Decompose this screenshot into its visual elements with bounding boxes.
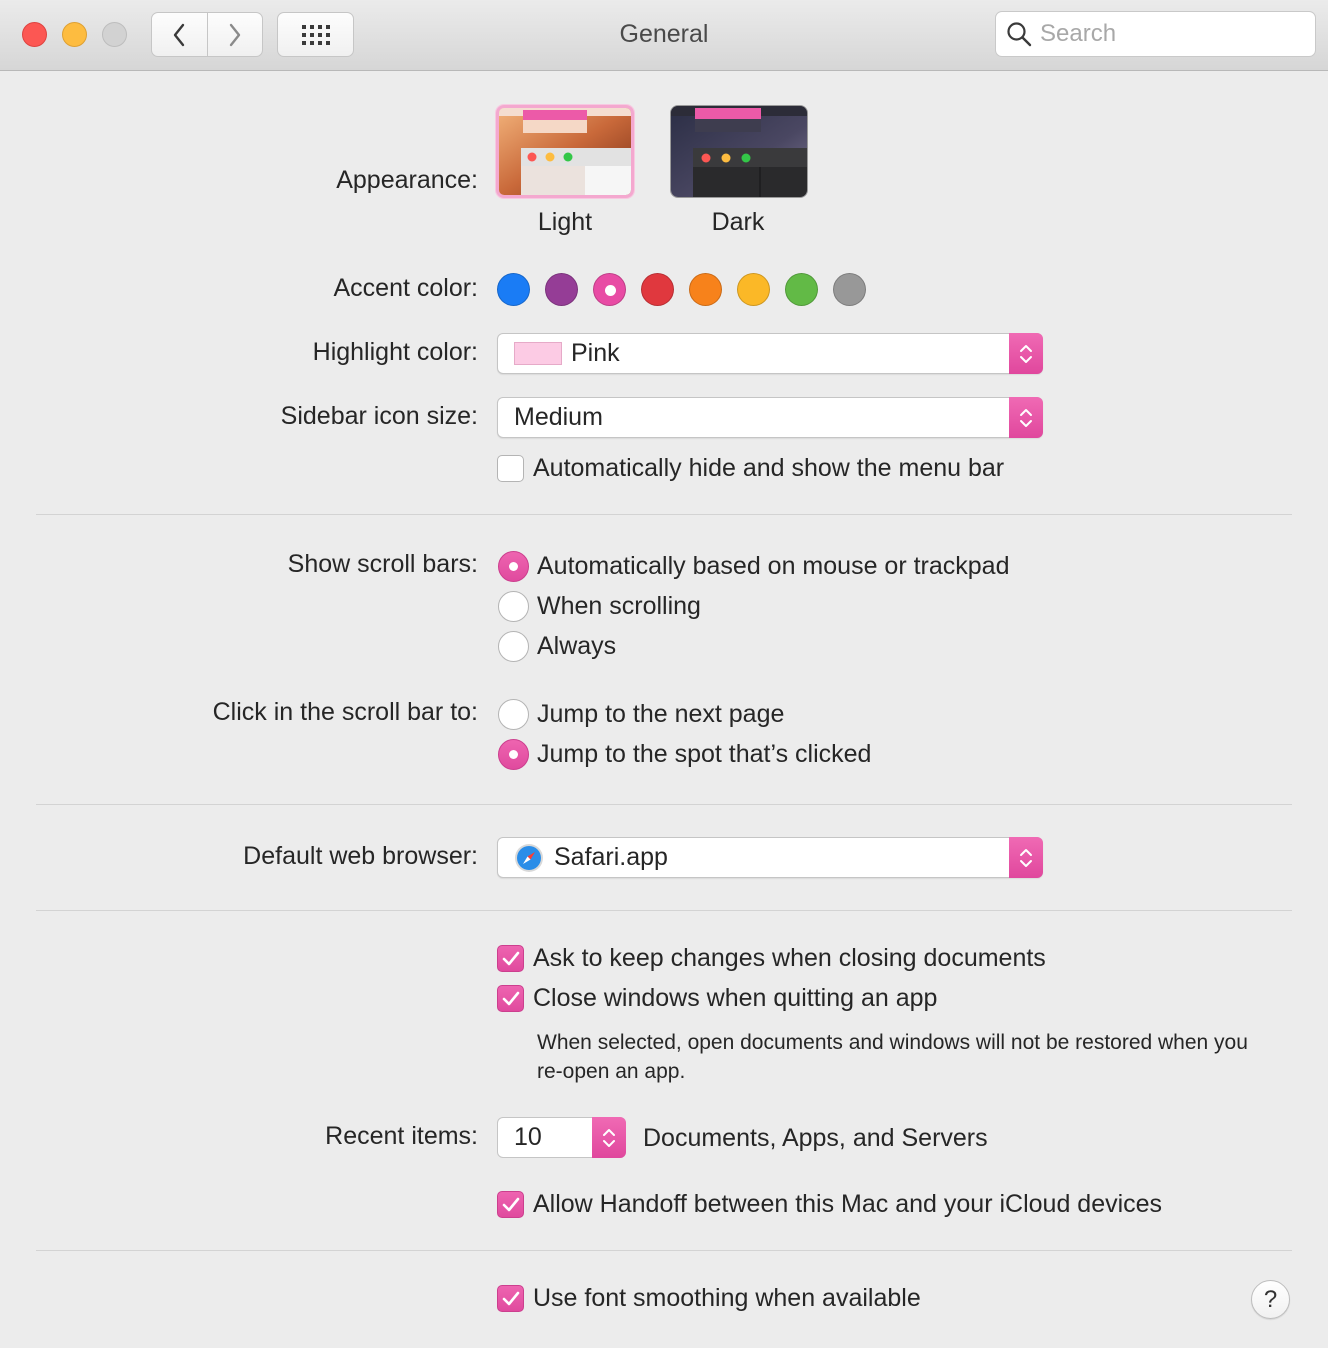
section-divider bbox=[36, 804, 1292, 805]
jump-next-page-label: Jump to the next page bbox=[537, 700, 785, 728]
light-option-label: Light bbox=[537, 208, 593, 236]
section-divider bbox=[36, 1250, 1292, 1251]
close-windows-note: When selected, open documents and windows will not be restored when you re-open an app. bbox=[537, 1031, 1248, 1083]
scroll-bars-when-scrolling-label: When scrolling bbox=[537, 592, 701, 620]
checkmark-icon bbox=[502, 991, 520, 1007]
menu-bar-checkbox[interactable] bbox=[497, 455, 524, 482]
highlight-color-label: Highlight color: bbox=[312, 338, 478, 366]
close-windows-checkbox[interactable] bbox=[497, 985, 524, 1012]
dark-option-label: Dark bbox=[711, 208, 765, 236]
show-scroll-bars-label: Show scroll bars: bbox=[287, 550, 478, 578]
sidebar-icon-size-value: Medium bbox=[514, 403, 603, 431]
default-browser-value: Safari.app bbox=[554, 843, 668, 871]
jump-next-page-radio[interactable] bbox=[498, 699, 529, 730]
accent-color-orange[interactable] bbox=[689, 273, 722, 306]
accent-color-pink[interactable] bbox=[593, 273, 626, 306]
appearance-dark-option[interactable] bbox=[670, 105, 808, 198]
close-windows-label: Close windows when quitting an app bbox=[533, 984, 938, 1012]
help-button-label: ? bbox=[1263, 1285, 1278, 1313]
search-input[interactable] bbox=[1040, 20, 1300, 48]
scroll-bars-always-radio[interactable] bbox=[498, 631, 529, 662]
recent-items-label: Recent items: bbox=[325, 1122, 478, 1150]
dark-appearance-thumbnail bbox=[671, 106, 807, 197]
scroll-bars-automatic-label: Automatically based on mouse or trackpad bbox=[537, 552, 1010, 580]
recent-items-stepper[interactable] bbox=[497, 1117, 626, 1158]
stepper-arrows-icon[interactable] bbox=[592, 1117, 626, 1158]
help-button[interactable] bbox=[1251, 1280, 1290, 1319]
section-divider bbox=[36, 514, 1292, 515]
search-field[interactable] bbox=[995, 11, 1316, 57]
accent-color-graphite[interactable] bbox=[833, 273, 866, 306]
highlight-color-swatch bbox=[514, 342, 562, 365]
accent-color-blue[interactable] bbox=[497, 273, 530, 306]
appearance-label: Appearance: bbox=[336, 166, 478, 194]
light-appearance-thumbnail bbox=[499, 108, 631, 195]
scroll-bars-when-scrolling-radio[interactable] bbox=[498, 591, 529, 622]
sidebar-icon-size-popup[interactable] bbox=[497, 397, 1043, 438]
ask-keep-changes-label: Ask to keep changes when closing documents bbox=[533, 944, 1046, 972]
popup-arrows-icon bbox=[1009, 397, 1043, 438]
highlight-color-popup[interactable] bbox=[497, 333, 1043, 374]
checkmark-icon bbox=[502, 1291, 520, 1307]
accent-color-label: Accent color: bbox=[333, 274, 478, 302]
search-icon bbox=[1006, 21, 1032, 47]
accent-color-purple[interactable] bbox=[545, 273, 578, 306]
font-smoothing-checkbox[interactable] bbox=[497, 1285, 524, 1312]
checkmark-icon bbox=[502, 1197, 520, 1213]
font-smoothing-label: Use font smoothing when available bbox=[533, 1284, 921, 1312]
recent-items-input[interactable] bbox=[514, 1123, 594, 1152]
scroll-bars-always-label: Always bbox=[537, 632, 617, 660]
scroll-bars-automatic-radio[interactable] bbox=[498, 551, 529, 582]
click-scroll-bar-label: Click in the scroll bar to: bbox=[212, 698, 478, 726]
menu-bar-checkbox-label: Automatically hide and show the menu bar bbox=[533, 454, 1005, 482]
default-browser-popup[interactable] bbox=[497, 837, 1043, 878]
accent-color-yellow[interactable] bbox=[737, 273, 770, 306]
default-browser-label: Default web browser: bbox=[243, 842, 478, 870]
popup-arrows-icon bbox=[1009, 333, 1043, 374]
section-divider bbox=[36, 910, 1292, 911]
accent-color-red[interactable] bbox=[641, 273, 674, 306]
title-bar bbox=[0, 0, 1328, 71]
handoff-checkbox[interactable] bbox=[497, 1191, 524, 1218]
window-title: General bbox=[619, 20, 709, 48]
appearance-light-option[interactable] bbox=[496, 105, 634, 198]
recent-items-suffix: Documents, Apps, and Servers bbox=[643, 1124, 988, 1152]
accent-color-green[interactable] bbox=[785, 273, 818, 306]
highlight-color-value: Pink bbox=[571, 339, 620, 367]
checkmark-icon bbox=[502, 951, 520, 967]
ask-keep-changes-checkbox[interactable] bbox=[497, 945, 524, 972]
handoff-label: Allow Handoff between this Mac and your iCloud devices bbox=[533, 1190, 1163, 1218]
jump-to-spot-radio[interactable] bbox=[498, 739, 529, 770]
safari-icon bbox=[514, 843, 544, 873]
jump-to-spot-label: Jump to the spot that’s clicked bbox=[537, 740, 872, 768]
popup-arrows-icon bbox=[1009, 837, 1043, 878]
sidebar-icon-size-label: Sidebar icon size: bbox=[280, 402, 478, 430]
